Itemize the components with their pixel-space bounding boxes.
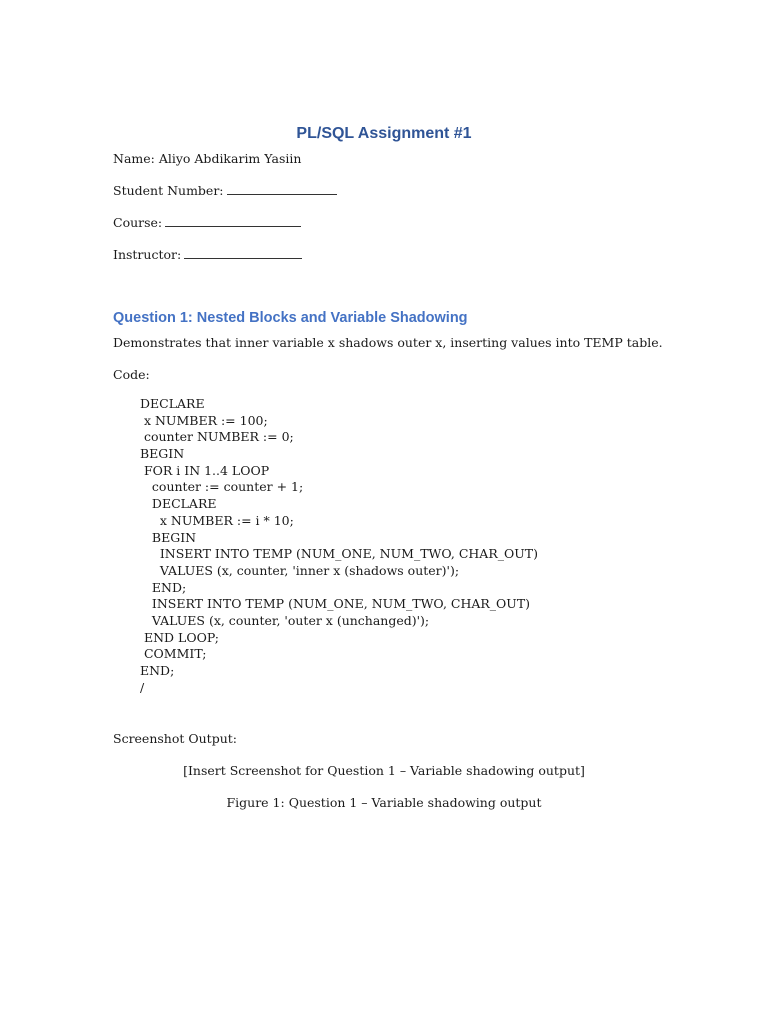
screenshot-output-label: Screenshot Output: xyxy=(113,731,237,746)
course-label: Course: xyxy=(113,215,163,230)
instructor-label: Instructor: xyxy=(113,247,182,262)
code-line: INSERT INTO TEMP (NUM_ONE, NUM_TWO, CHAR_OUT) xyxy=(140,596,531,612)
code-block xyxy=(140,396,538,696)
code-line: BEGIN xyxy=(140,446,185,462)
code-line: INSERT INTO TEMP (NUM_ONE, NUM_TWO, CHAR_OUT) xyxy=(140,546,538,562)
student-number-label: Student Number: xyxy=(113,183,224,198)
code-line: / xyxy=(140,679,145,695)
code-line: DECLARE xyxy=(140,396,205,411)
instructor-line xyxy=(113,247,302,262)
question1-description: Demonstrates that inner variable x shadows outer x, inserting values into TEMP table. xyxy=(113,335,663,350)
code-line: FOR i IN 1..4 LOOP xyxy=(140,462,270,478)
code-line: BEGIN xyxy=(140,529,197,545)
code-line: END; xyxy=(140,663,175,678)
code-line: counter := counter + 1; xyxy=(140,479,304,495)
code-line: COMMIT; xyxy=(140,646,207,662)
screenshot-placeholder: [Insert Screenshot for Question 1 – Variable shadowing output] xyxy=(183,763,585,778)
code-line: x NUMBER := 100; xyxy=(140,412,268,428)
course-blank xyxy=(165,215,301,227)
code-line: DECLARE xyxy=(140,496,217,512)
document-title: PL/SQL Assignment #1 xyxy=(296,125,472,142)
name-line: Name: Aliyo Abdikarim Yasiin xyxy=(113,151,302,166)
course-line xyxy=(113,215,301,230)
student-number-line xyxy=(113,183,337,198)
code-line: VALUES (x, counter, 'inner x (shadows outer)'); xyxy=(140,562,460,578)
code-line: END LOOP; xyxy=(140,629,220,645)
question1-heading: Question 1: Nested Blocks and Variable Shadowing xyxy=(113,310,468,326)
student-number-blank xyxy=(227,183,337,195)
figure-caption: Figure 1: Question 1 – Variable shadowing output xyxy=(226,795,542,810)
instructor-blank xyxy=(184,247,302,259)
code-line: END; xyxy=(140,579,187,595)
code-line: x NUMBER := i * 10; xyxy=(140,512,294,528)
code-label: Code: xyxy=(113,367,150,382)
code-line: VALUES (x, counter, 'outer x (unchanged)'); xyxy=(140,612,430,628)
code-line: counter NUMBER := 0; xyxy=(140,429,294,445)
